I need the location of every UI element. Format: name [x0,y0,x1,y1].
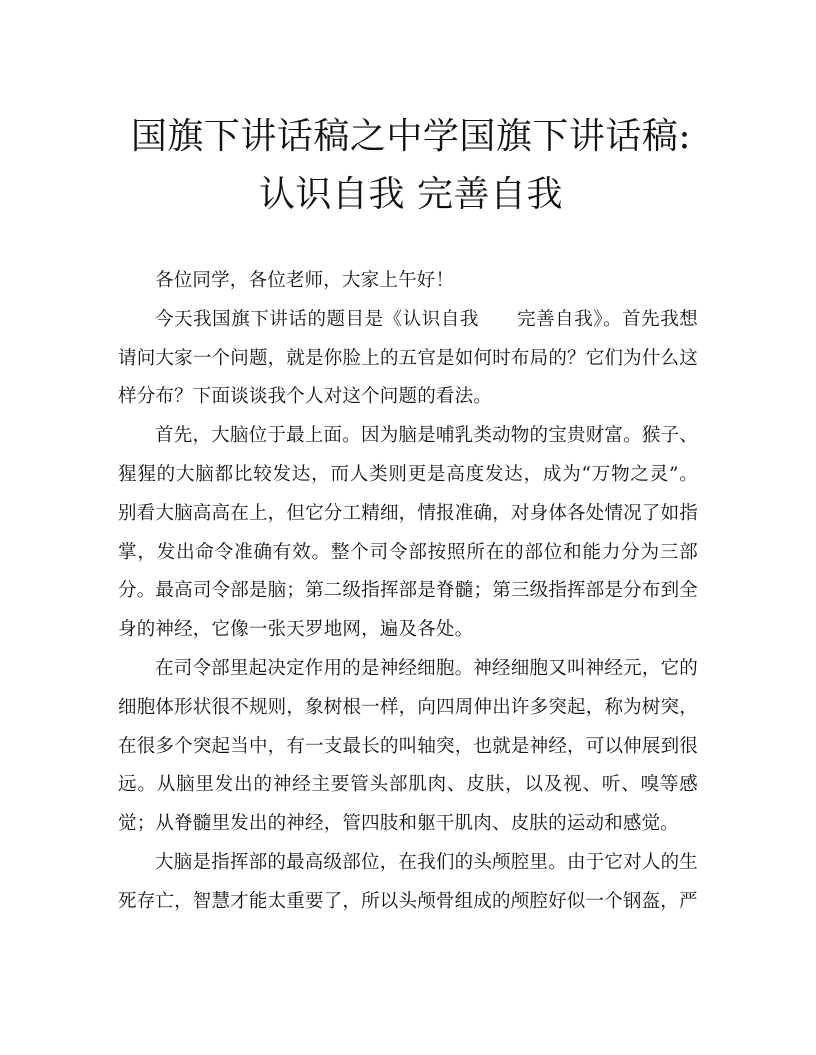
paragraph-greeting: 各位同学，各位老师，大家上午好！ [155,270,455,291]
paragraph-introduction: 今天我国旗下讲话的题目是《认识自我 完善自我》。首先我想请问大家一个问题，就是你脸上的五官是如何时布局的？它们为什么这样分布？下面谈谈我个人对这个问题的看法。 [118,308,698,408]
paragraph-brain-position: 首先，大脑位于最上面。因为脑是哺乳类动物的宝贵财富。猴子、猩猩的大脑都比较发达，而人类则更是高度发达，成为“万物之灵”。别看大脑高高在上，但它分工精细，情报准确，对身体各处情况了如指掌，发出命令准确有效。整个司令部按照所在的部位和能力分为三部分。最高司令部是脑；第二级指挥部是脊髓；第三级指挥部是分布到全身的神经，它像一张天罗地网，遍及各处。 [118,425,698,641]
document-title: 国旗下讲话稿之中学国旗下讲话稿: 认识自我 完善自我 [130,116,692,215]
paragraph-nerve-cells: 在司令部里起决定作用的是神经细胞。神经细胞又叫神经元，它的细胞体形状很不规则，象树根一样，向四周伸出许多突起，称为树突，在很多个突起当中，有一支最长的叫轴突，也就是神经，可以伸展到很远。从脑里发出的神经主要管头部肌肉、皮肤，以及视、听、嗅等感觉；从脊髓里发出的神经，管四肢和躯干肌肉、皮肤的运动和感觉。 [118,657,698,835]
paragraph-brain-protection: 大脑是指挥部的最高级部位，在我们的头颅腔里。由于它对人的生死存亡，智慧才能太重要了，所以头颅骨组成的颅腔好似一个钢盔，严 [118,851,698,912]
document-body [118,262,698,922]
